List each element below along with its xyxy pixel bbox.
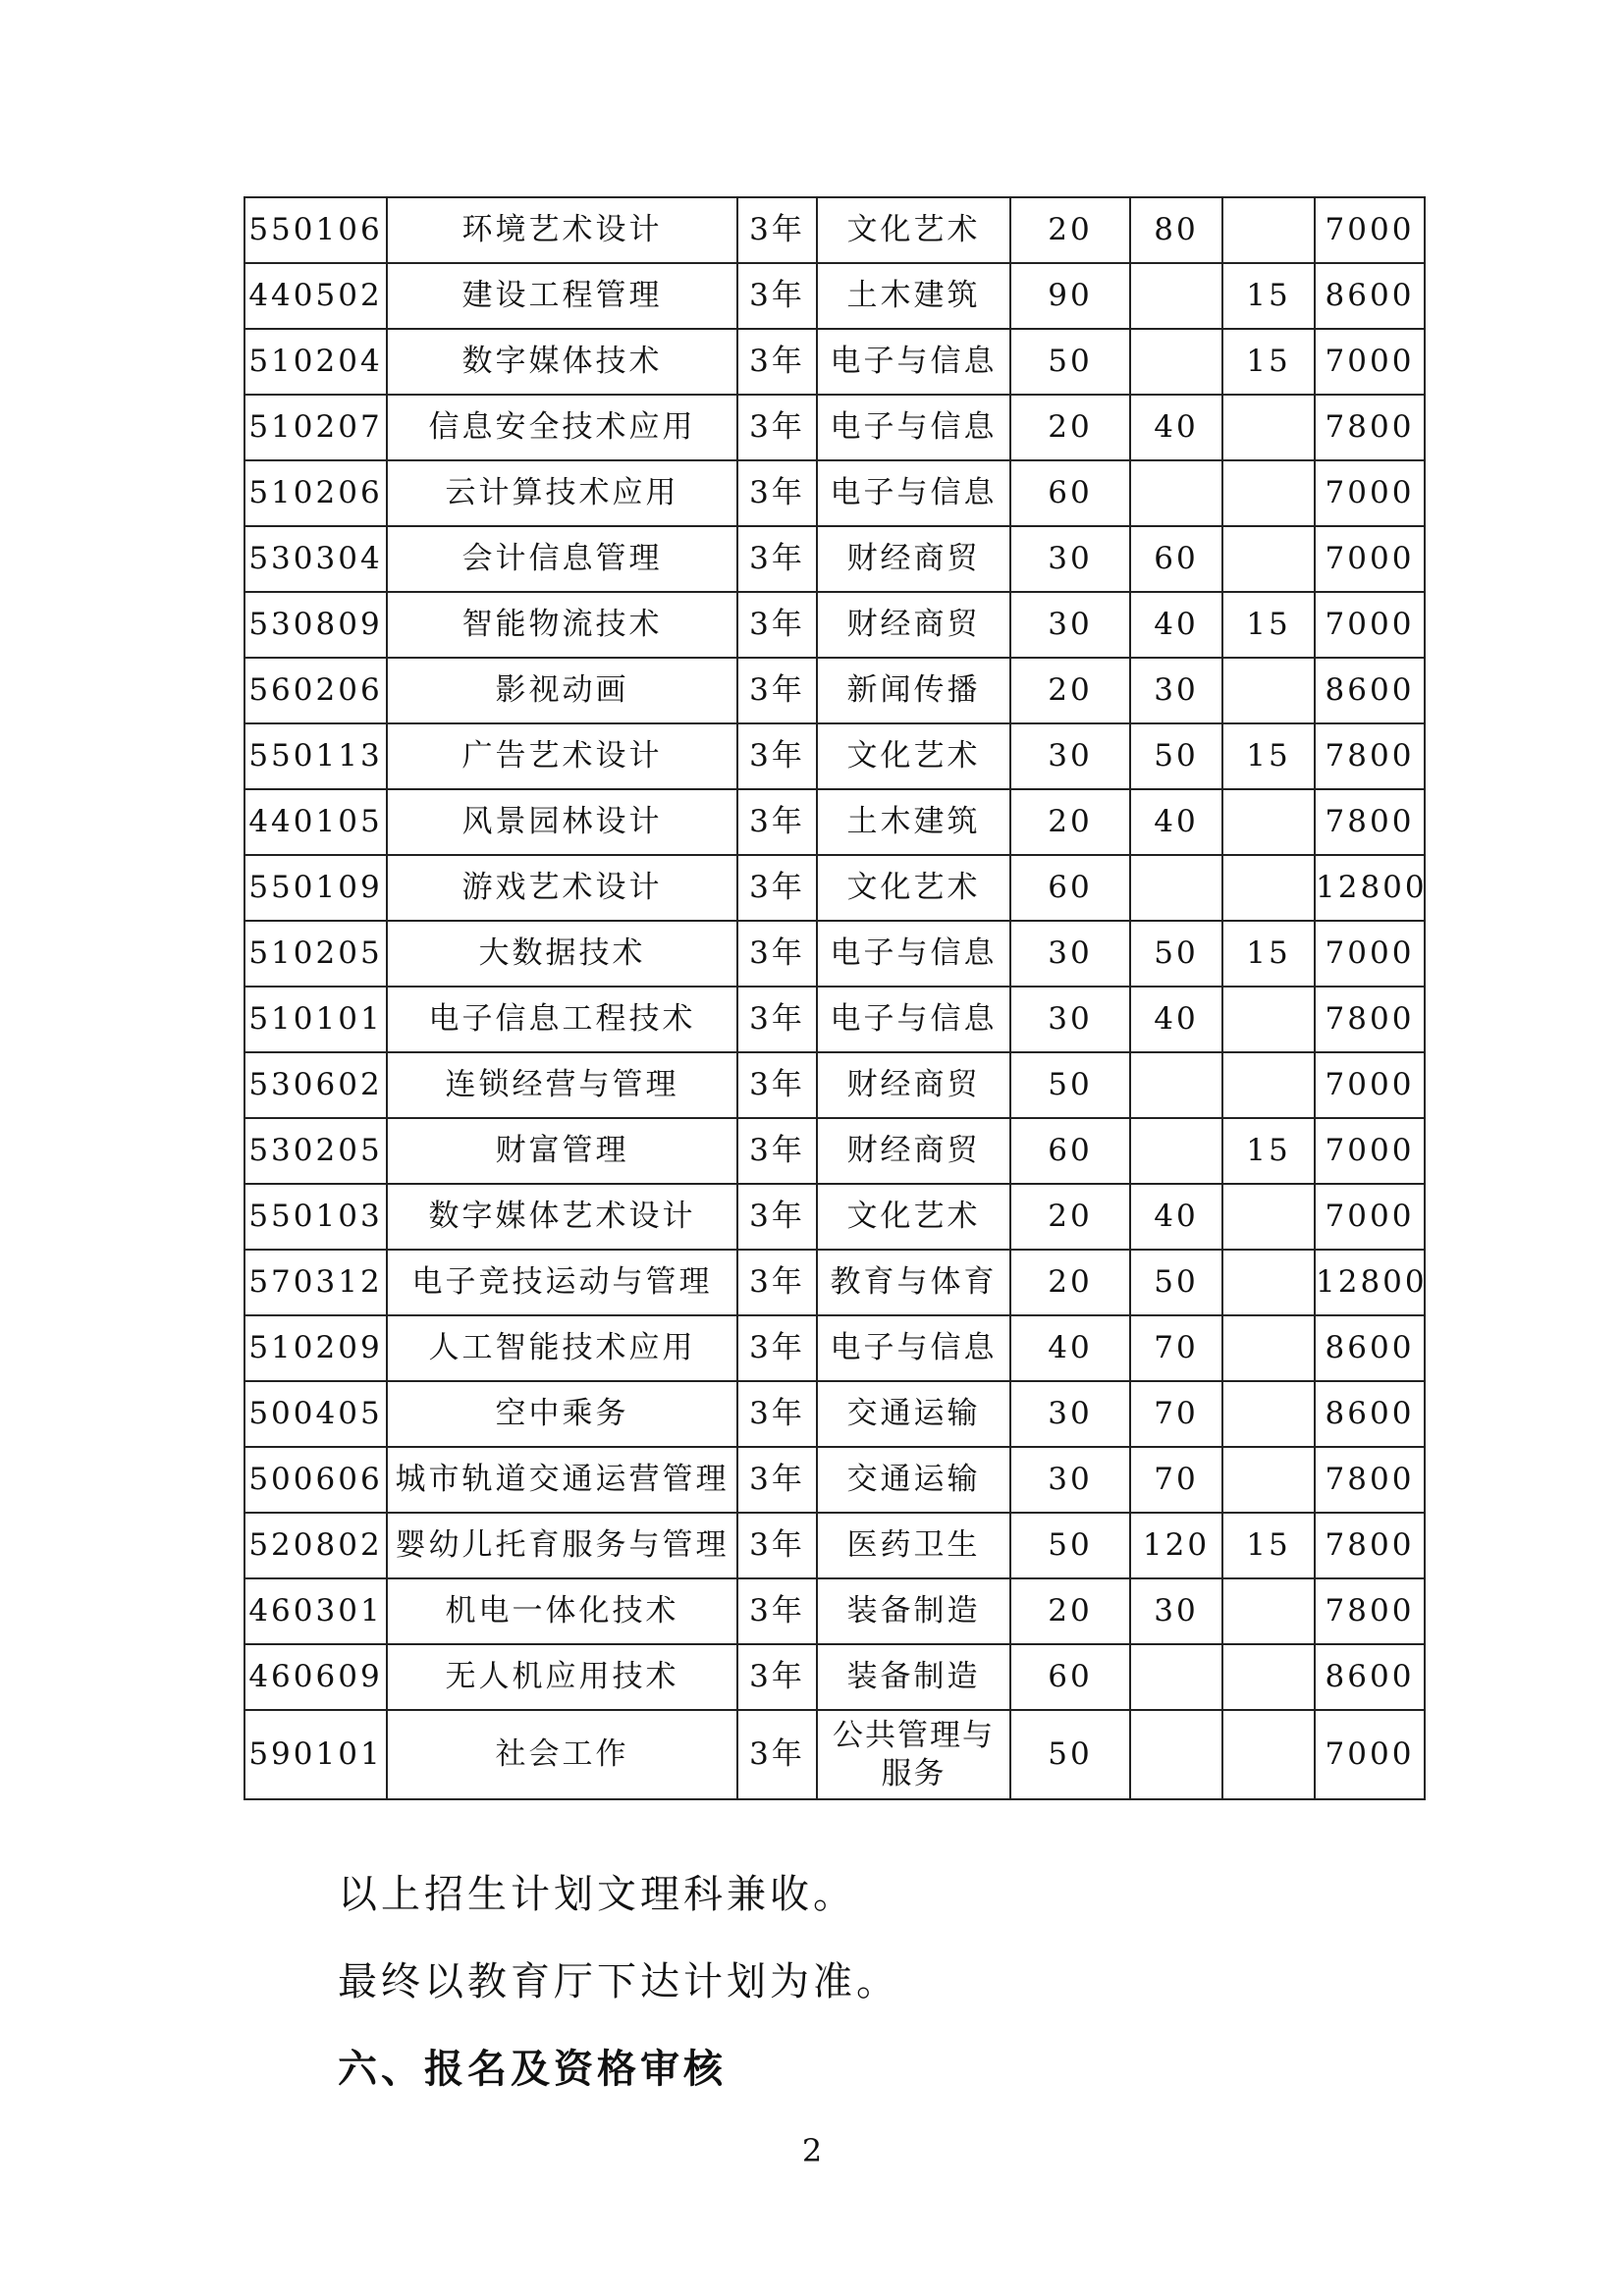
cell-plan-b: 70 — [1130, 1447, 1222, 1513]
cell-plan-a: 20 — [1010, 658, 1130, 723]
cell-plan-c — [1222, 1381, 1315, 1447]
cell-plan-c: 15 — [1222, 592, 1315, 658]
cell-code: 570312 — [244, 1250, 387, 1315]
cell-plan-c — [1222, 789, 1315, 855]
cell-plan-c: 15 — [1222, 1118, 1315, 1184]
cell-code: 460301 — [244, 1578, 387, 1644]
cell-plan-b — [1130, 1052, 1222, 1118]
cell-plan-b: 40 — [1130, 1184, 1222, 1250]
enrollment-plan-table — [244, 196, 1426, 1800]
cell-code: 560206 — [244, 658, 387, 723]
cell-plan-c — [1222, 1578, 1315, 1644]
cell-plan-c — [1222, 1710, 1315, 1799]
cell-plan-a: 60 — [1010, 460, 1130, 526]
cell-code: 440502 — [244, 263, 387, 329]
cell-plan-a: 20 — [1010, 1184, 1130, 1250]
cell-plan-c: 15 — [1222, 329, 1315, 395]
cell-tuition: 8600 — [1315, 1644, 1425, 1710]
cell-major: 游戏艺术设计 — [387, 855, 737, 921]
cell-code: 530304 — [244, 526, 387, 592]
cell-major: 环境艺术设计 — [387, 197, 737, 263]
cell-code: 550113 — [244, 723, 387, 789]
cell-major: 智能物流技术 — [387, 592, 737, 658]
cell-tuition: 7800 — [1315, 987, 1425, 1052]
cell-code: 510204 — [244, 329, 387, 395]
cell-category: 文化艺术 — [817, 1184, 1010, 1250]
cell-tuition: 7000 — [1315, 1052, 1425, 1118]
cell-plan-c — [1222, 526, 1315, 592]
table-row — [244, 395, 1425, 460]
cell-plan-b — [1130, 263, 1222, 329]
cell-tuition: 7000 — [1315, 460, 1425, 526]
table-row — [244, 1710, 1425, 1799]
cell-plan-c — [1222, 395, 1315, 460]
cell-plan-c — [1222, 1447, 1315, 1513]
cell-plan-c: 15 — [1222, 263, 1315, 329]
cell-duration: 3年 — [737, 592, 817, 658]
cell-major: 大数据技术 — [387, 921, 737, 987]
cell-major: 广告艺术设计 — [387, 723, 737, 789]
cell-plan-a: 50 — [1010, 1513, 1130, 1578]
table-row — [244, 197, 1425, 263]
cell-plan-c — [1222, 987, 1315, 1052]
cell-plan-c — [1222, 658, 1315, 723]
cell-plan-a: 60 — [1010, 1118, 1130, 1184]
cell-plan-a: 30 — [1010, 1381, 1130, 1447]
cell-plan-b: 50 — [1130, 1250, 1222, 1315]
page-number: 2 — [801, 2132, 823, 2169]
cell-plan-b: 40 — [1130, 987, 1222, 1052]
table-row — [244, 1381, 1425, 1447]
cell-duration: 3年 — [737, 1513, 817, 1578]
cell-major: 会计信息管理 — [387, 526, 737, 592]
cell-category: 文化艺术 — [817, 197, 1010, 263]
cell-tuition: 8600 — [1315, 263, 1425, 329]
cell-plan-a: 30 — [1010, 987, 1130, 1052]
cell-category: 公共管理与服务 — [817, 1710, 1010, 1799]
cell-tuition: 7800 — [1315, 789, 1425, 855]
cell-plan-c: 15 — [1222, 723, 1315, 789]
cell-duration: 3年 — [737, 1052, 817, 1118]
cell-plan-a: 90 — [1010, 263, 1130, 329]
cell-category: 装备制造 — [817, 1578, 1010, 1644]
cell-tuition: 7000 — [1315, 592, 1425, 658]
cell-plan-a: 30 — [1010, 592, 1130, 658]
cell-duration: 3年 — [737, 1118, 817, 1184]
cell-category: 土木建筑 — [817, 789, 1010, 855]
cell-major: 数字媒体技术 — [387, 329, 737, 395]
cell-major: 空中乘务 — [387, 1381, 737, 1447]
table-row — [244, 723, 1425, 789]
cell-tuition: 7000 — [1315, 921, 1425, 987]
cell-plan-b — [1130, 329, 1222, 395]
cell-category: 财经商贸 — [817, 526, 1010, 592]
cell-plan-b: 50 — [1130, 921, 1222, 987]
cell-plan-a: 20 — [1010, 395, 1130, 460]
cell-category: 电子与信息 — [817, 329, 1010, 395]
table-row — [244, 1250, 1425, 1315]
cell-plan-b: 30 — [1130, 1578, 1222, 1644]
cell-duration: 3年 — [737, 1447, 817, 1513]
cell-major: 数字媒体艺术设计 — [387, 1184, 737, 1250]
cell-plan-c — [1222, 1052, 1315, 1118]
table-row — [244, 460, 1425, 526]
cell-plan-b: 120 — [1130, 1513, 1222, 1578]
cell-plan-b: 80 — [1130, 197, 1222, 263]
cell-plan-b — [1130, 460, 1222, 526]
cell-major: 社会工作 — [387, 1710, 737, 1799]
cell-plan-a: 20 — [1010, 789, 1130, 855]
cell-major: 人工智能技术应用 — [387, 1315, 737, 1381]
cell-duration: 3年 — [737, 1184, 817, 1250]
cell-duration: 3年 — [737, 526, 817, 592]
cell-plan-a: 30 — [1010, 723, 1130, 789]
cell-duration: 3年 — [737, 1710, 817, 1799]
table-row — [244, 1052, 1425, 1118]
table-row — [244, 1184, 1425, 1250]
cell-duration: 3年 — [737, 789, 817, 855]
cell-major: 信息安全技术应用 — [387, 395, 737, 460]
cell-tuition: 7000 — [1315, 329, 1425, 395]
cell-plan-c — [1222, 1315, 1315, 1381]
cell-major: 云计算技术应用 — [387, 460, 737, 526]
cell-tuition: 7000 — [1315, 1118, 1425, 1184]
cell-duration: 3年 — [737, 1578, 817, 1644]
cell-duration: 3年 — [737, 855, 817, 921]
cell-tuition: 7000 — [1315, 1184, 1425, 1250]
cell-plan-c — [1222, 460, 1315, 526]
cell-category: 电子与信息 — [817, 987, 1010, 1052]
cell-tuition: 12800 — [1315, 855, 1425, 921]
cell-plan-c: 15 — [1222, 1513, 1315, 1578]
paragraph-mixed-admission: 以上招生计划文理科兼收。 — [338, 1872, 856, 1917]
cell-plan-a: 50 — [1010, 1052, 1130, 1118]
cell-plan-b: 30 — [1130, 658, 1222, 723]
cell-plan-b — [1130, 855, 1222, 921]
cell-tuition: 7800 — [1315, 723, 1425, 789]
cell-major: 婴幼儿托育服务与管理 — [387, 1513, 737, 1578]
cell-category: 文化艺术 — [817, 723, 1010, 789]
table-row — [244, 592, 1425, 658]
cell-duration: 3年 — [737, 197, 817, 263]
cell-category: 电子与信息 — [817, 460, 1010, 526]
cell-category: 财经商贸 — [817, 1052, 1010, 1118]
cell-duration: 3年 — [737, 263, 817, 329]
cell-category: 财经商贸 — [817, 1118, 1010, 1184]
cell-tuition: 7800 — [1315, 1513, 1425, 1578]
cell-plan-a: 50 — [1010, 1710, 1130, 1799]
cell-duration: 3年 — [737, 987, 817, 1052]
table-row — [244, 1644, 1425, 1710]
cell-tuition: 7000 — [1315, 526, 1425, 592]
table-row — [244, 921, 1425, 987]
cell-plan-b: 60 — [1130, 526, 1222, 592]
cell-duration: 3年 — [737, 395, 817, 460]
cell-code: 510209 — [244, 1315, 387, 1381]
cell-category: 土木建筑 — [817, 263, 1010, 329]
cell-category: 教育与体育 — [817, 1250, 1010, 1315]
cell-code: 500606 — [244, 1447, 387, 1513]
table-row — [244, 526, 1425, 592]
cell-plan-a: 30 — [1010, 1447, 1130, 1513]
cell-tuition: 7800 — [1315, 1578, 1425, 1644]
table-row — [244, 1513, 1425, 1578]
cell-duration: 3年 — [737, 1315, 817, 1381]
cell-category: 交通运输 — [817, 1447, 1010, 1513]
table-body — [244, 197, 1428, 1799]
section-heading-registration: 六、报名及资格审核 — [338, 2046, 727, 2092]
cell-code: 460609 — [244, 1644, 387, 1710]
cell-tuition: 8600 — [1315, 1381, 1425, 1447]
cell-plan-b: 70 — [1130, 1381, 1222, 1447]
cell-major: 城市轨道交通运营管理 — [387, 1447, 737, 1513]
cell-plan-c — [1222, 197, 1315, 263]
cell-tuition: 7000 — [1315, 197, 1425, 263]
cell-plan-b: 40 — [1130, 789, 1222, 855]
cell-duration: 3年 — [737, 723, 817, 789]
cell-major: 风景园林设计 — [387, 789, 737, 855]
cell-category: 财经商贸 — [817, 592, 1010, 658]
cell-category: 医药卫生 — [817, 1513, 1010, 1578]
cell-tuition: 8600 — [1315, 658, 1425, 723]
cell-plan-c — [1222, 1184, 1315, 1250]
cell-major: 连锁经营与管理 — [387, 1052, 737, 1118]
cell-code: 500405 — [244, 1381, 387, 1447]
cell-plan-b: 40 — [1130, 592, 1222, 658]
cell-plan-a: 30 — [1010, 921, 1130, 987]
table-row — [244, 329, 1425, 395]
cell-major: 财富管理 — [387, 1118, 737, 1184]
cell-category: 新闻传播 — [817, 658, 1010, 723]
cell-duration: 3年 — [737, 1381, 817, 1447]
cell-code: 520802 — [244, 1513, 387, 1578]
cell-code: 590101 — [244, 1710, 387, 1799]
table-row — [244, 1447, 1425, 1513]
cell-major: 建设工程管理 — [387, 263, 737, 329]
table-row — [244, 658, 1425, 723]
cell-plan-a: 20 — [1010, 197, 1130, 263]
cell-plan-c — [1222, 855, 1315, 921]
cell-category: 电子与信息 — [817, 1315, 1010, 1381]
cell-code: 510101 — [244, 987, 387, 1052]
cell-major: 机电一体化技术 — [387, 1578, 737, 1644]
cell-plan-c — [1222, 1250, 1315, 1315]
table-row — [244, 1578, 1425, 1644]
cell-major: 影视动画 — [387, 658, 737, 723]
cell-duration: 3年 — [737, 1250, 817, 1315]
cell-tuition: 7800 — [1315, 1447, 1425, 1513]
cell-code: 510205 — [244, 921, 387, 987]
cell-code: 530205 — [244, 1118, 387, 1184]
cell-code: 550109 — [244, 855, 387, 921]
cell-code: 440105 — [244, 789, 387, 855]
cell-major: 无人机应用技术 — [387, 1644, 737, 1710]
cell-code: 550106 — [244, 197, 387, 263]
cell-category: 电子与信息 — [817, 395, 1010, 460]
cell-plan-b — [1130, 1118, 1222, 1184]
cell-duration: 3年 — [737, 1644, 817, 1710]
cell-category: 电子与信息 — [817, 921, 1010, 987]
cell-code: 510207 — [244, 395, 387, 460]
cell-duration: 3年 — [737, 658, 817, 723]
cell-plan-c: 15 — [1222, 921, 1315, 987]
paragraph-final-plan-note: 最终以教育厅下达计划为准。 — [338, 1959, 899, 2004]
cell-tuition: 12800 — [1315, 1250, 1425, 1315]
table-row — [244, 1315, 1425, 1381]
table-row — [244, 789, 1425, 855]
cell-plan-b: 70 — [1130, 1315, 1222, 1381]
cell-code: 530809 — [244, 592, 387, 658]
table-row — [244, 1118, 1425, 1184]
cell-plan-a: 20 — [1010, 1578, 1130, 1644]
cell-major: 电子信息工程技术 — [387, 987, 737, 1052]
cell-plan-a: 60 — [1010, 1644, 1130, 1710]
cell-plan-b: 40 — [1130, 395, 1222, 460]
cell-major: 电子竞技运动与管理 — [387, 1250, 737, 1315]
cell-plan-b — [1130, 1644, 1222, 1710]
table-row — [244, 855, 1425, 921]
cell-category: 交通运输 — [817, 1381, 1010, 1447]
cell-code: 510206 — [244, 460, 387, 526]
cell-plan-b: 50 — [1130, 723, 1222, 789]
table-row — [244, 987, 1425, 1052]
cell-plan-a: 60 — [1010, 855, 1130, 921]
cell-plan-c — [1222, 1644, 1315, 1710]
cell-plan-b — [1130, 1710, 1222, 1799]
cell-tuition: 7000 — [1315, 1710, 1425, 1799]
cell-tuition: 8600 — [1315, 1315, 1425, 1381]
cell-plan-a: 20 — [1010, 1250, 1130, 1315]
cell-category: 装备制造 — [817, 1644, 1010, 1710]
cell-plan-a: 40 — [1010, 1315, 1130, 1381]
cell-code: 530602 — [244, 1052, 387, 1118]
cell-plan-a: 50 — [1010, 329, 1130, 395]
cell-duration: 3年 — [737, 921, 817, 987]
cell-tuition: 7800 — [1315, 395, 1425, 460]
cell-category: 文化艺术 — [817, 855, 1010, 921]
cell-duration: 3年 — [737, 329, 817, 395]
cell-code: 550103 — [244, 1184, 387, 1250]
cell-duration: 3年 — [737, 460, 817, 526]
table-row — [244, 263, 1425, 329]
cell-plan-a: 30 — [1010, 526, 1130, 592]
